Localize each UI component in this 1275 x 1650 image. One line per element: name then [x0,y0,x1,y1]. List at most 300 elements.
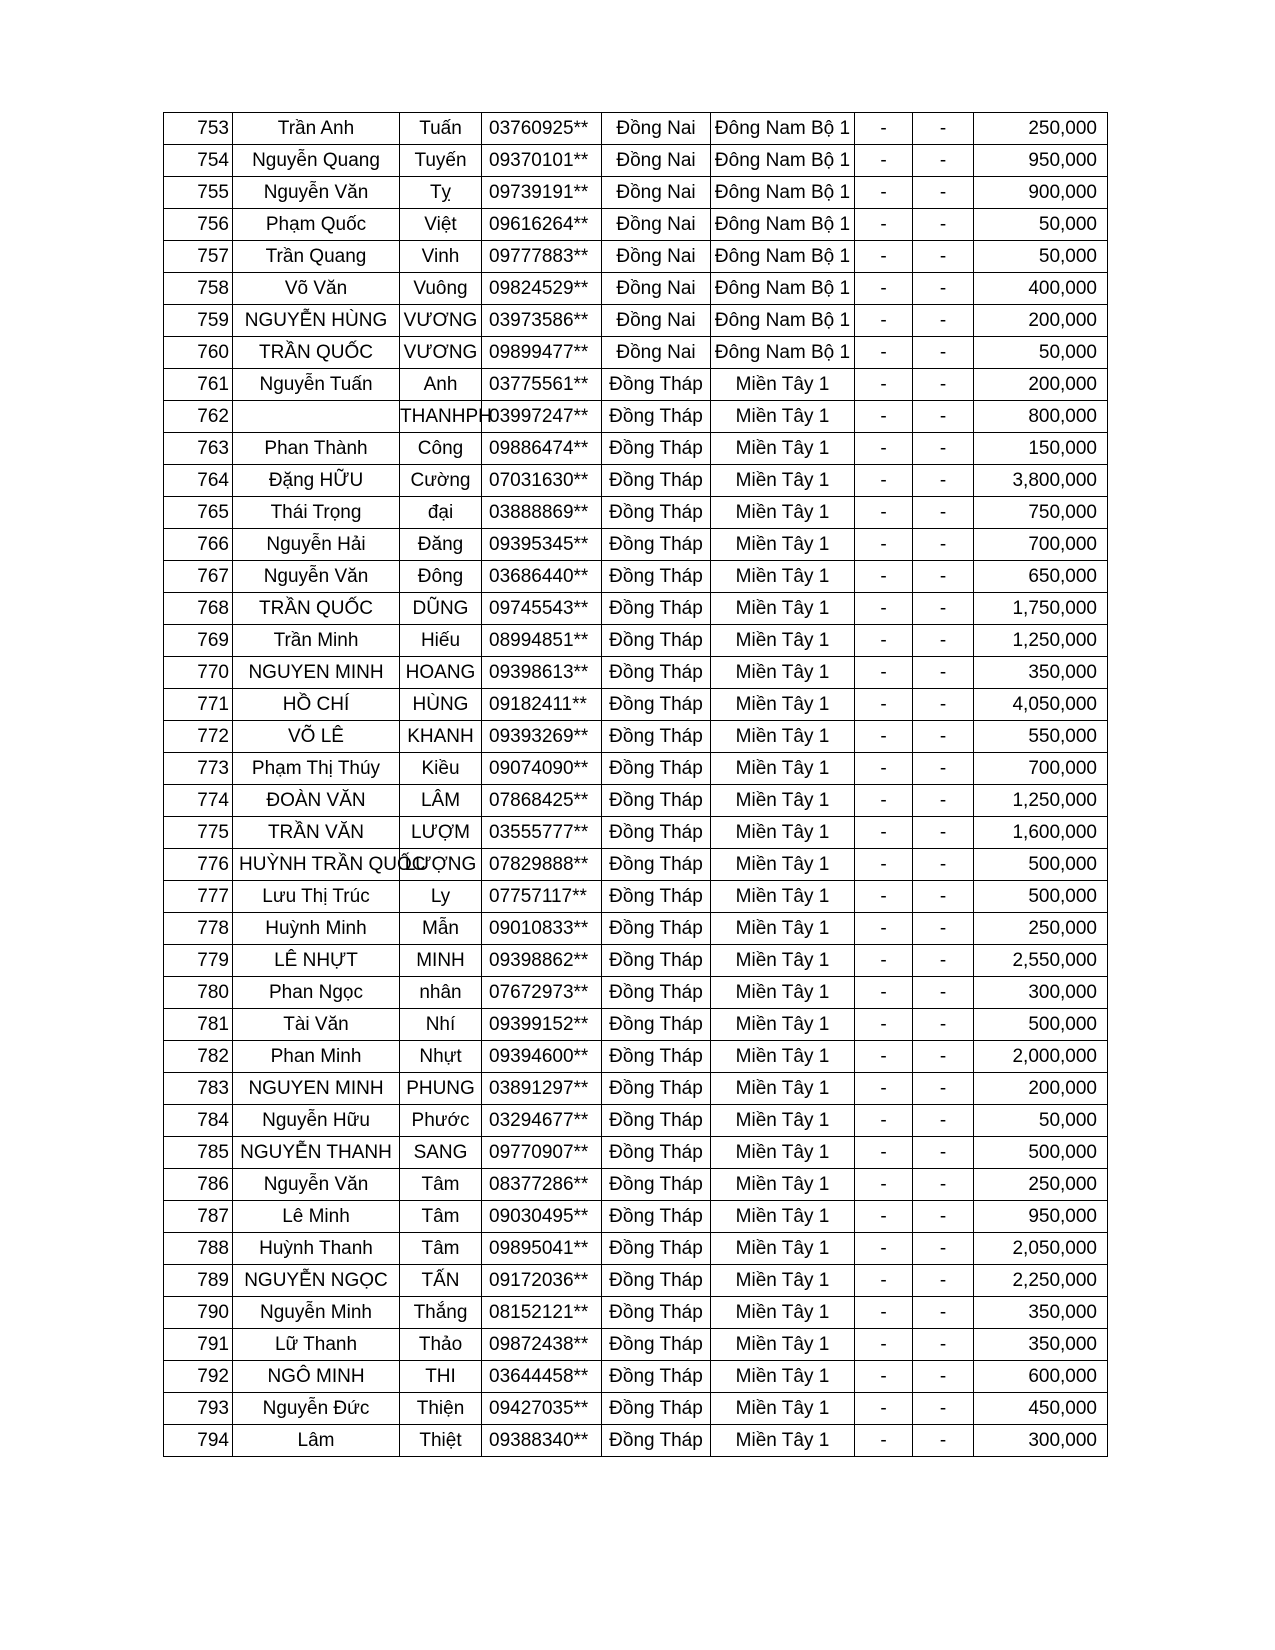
last-middle-name-cell: Trần Anh [233,113,400,145]
amount-cell: 1,600,000 [974,817,1108,849]
phone-number-cell: 08994851** [482,625,602,657]
first-name-cell: THI [400,1361,482,1393]
province-cell: Đồng Tháp [602,433,711,465]
row-number-cell: 781 [164,1009,233,1041]
dash-column-2-cell: - [913,881,974,913]
dash-column-1-cell: - [855,369,913,401]
phone-number-cell: 03555777** [482,817,602,849]
province-cell: Đồng Tháp [602,977,711,1009]
last-middle-name-cell: NGUYỄN HÙNG [233,305,400,337]
dash-column-1-cell: - [855,337,913,369]
phone-number-cell: 09824529** [482,273,602,305]
first-name-cell: SANG [400,1137,482,1169]
province-cell: Đồng Nai [602,113,711,145]
row-number-cell: 785 [164,1137,233,1169]
row-number-cell: 772 [164,721,233,753]
dash-column-2-cell: - [913,209,974,241]
table-row [164,1073,1108,1105]
phone-number-cell: 08152121** [482,1297,602,1329]
region-cell: Miền Tây 1 [711,497,855,529]
region-cell: Miền Tây 1 [711,401,855,433]
dash-column-1-cell: - [855,721,913,753]
last-middle-name-cell: Nguyễn Hải [233,529,400,561]
province-cell: Đồng Tháp [602,1009,711,1041]
row-number-cell: 786 [164,1169,233,1201]
row-number-cell: 775 [164,817,233,849]
last-middle-name-cell: Lưu Thị Trúc [233,881,400,913]
first-name-cell: LƯỢM [400,817,482,849]
last-middle-name-cell: Phan Thành [233,433,400,465]
last-middle-name-cell: ĐOÀN VĂN [233,785,400,817]
province-cell: Đồng Tháp [602,785,711,817]
table-row [164,593,1108,625]
first-name-cell: THANHPH [400,401,482,433]
phone-number-cell: 09616264** [482,209,602,241]
row-number-cell: 791 [164,1329,233,1361]
table-row [164,1329,1108,1361]
last-middle-name-cell [233,401,400,433]
dash-column-1-cell: - [855,945,913,977]
amount-cell: 200,000 [974,305,1108,337]
amount-cell: 2,000,000 [974,1041,1108,1073]
first-name-cell: Thiện [400,1393,482,1425]
region-cell: Miền Tây 1 [711,913,855,945]
last-middle-name-cell: HUỲNH TRẦN QUỐC [233,849,400,881]
table-row [164,817,1108,849]
region-cell: Miền Tây 1 [711,1393,855,1425]
dash-column-1-cell: - [855,593,913,625]
phone-number-cell: 09886474** [482,433,602,465]
amount-cell: 500,000 [974,849,1108,881]
dash-column-2-cell: - [913,817,974,849]
dash-column-2-cell: - [913,1137,974,1169]
row-number-cell: 763 [164,433,233,465]
dash-column-2-cell: - [913,529,974,561]
phone-number-cell: 09427035** [482,1393,602,1425]
row-number-cell: 761 [164,369,233,401]
table-row [164,273,1108,305]
table-row [164,1393,1108,1425]
dash-column-1-cell: - [855,1265,913,1297]
dash-column-1-cell: - [855,817,913,849]
last-middle-name-cell: NGUYỄN THANH [233,1137,400,1169]
region-cell: Miền Tây 1 [711,369,855,401]
table-row [164,401,1108,433]
province-cell: Đồng Tháp [602,1169,711,1201]
amount-cell: 200,000 [974,369,1108,401]
dash-column-1-cell: - [855,1073,913,1105]
phone-number-cell: 09010833** [482,913,602,945]
province-cell: Đồng Tháp [602,913,711,945]
first-name-cell: Thiệt [400,1425,482,1457]
first-name-cell: VƯƠNG [400,305,482,337]
province-cell: Đồng Tháp [602,529,711,561]
phone-number-cell: 03775561** [482,369,602,401]
phone-number-cell: 09395345** [482,529,602,561]
amount-cell: 350,000 [974,1297,1108,1329]
row-number-cell: 753 [164,113,233,145]
dash-column-1-cell: - [855,401,913,433]
dash-column-1-cell: - [855,977,913,1009]
row-number-cell: 762 [164,401,233,433]
dash-column-1-cell: - [855,657,913,689]
dash-column-1-cell: - [855,1041,913,1073]
table-row [164,1041,1108,1073]
amount-cell: 950,000 [974,1201,1108,1233]
table-row [164,177,1108,209]
row-number-cell: 756 [164,209,233,241]
phone-number-cell: 07031630** [482,465,602,497]
last-middle-name-cell: Lữ Thanh [233,1329,400,1361]
last-middle-name-cell: TRẦN VĂN [233,817,400,849]
region-cell: Miền Tây 1 [711,1073,855,1105]
first-name-cell: VƯƠNG [400,337,482,369]
first-name-cell: Anh [400,369,482,401]
dash-column-2-cell: - [913,1169,974,1201]
last-middle-name-cell: NGÔ MINH [233,1361,400,1393]
first-name-cell: Cường [400,465,482,497]
last-middle-name-cell: Trần Minh [233,625,400,657]
last-middle-name-cell: Nguyễn Văn [233,177,400,209]
phone-number-cell: 09172036** [482,1265,602,1297]
phone-number-cell: 09770907** [482,1137,602,1169]
amount-cell: 700,000 [974,753,1108,785]
dash-column-1-cell: - [855,1297,913,1329]
row-number-cell: 784 [164,1105,233,1137]
table-row [164,881,1108,913]
region-cell: Miền Tây 1 [711,1425,855,1457]
first-name-cell: LƯỢNG [400,849,482,881]
first-name-cell: Kiều [400,753,482,785]
table-row [164,1105,1108,1137]
first-name-cell: Việt [400,209,482,241]
last-middle-name-cell: Nguyễn Văn [233,1169,400,1201]
phone-number-cell: 08377286** [482,1169,602,1201]
region-cell: Miền Tây 1 [711,881,855,913]
table-row [164,977,1108,1009]
dash-column-1-cell: - [855,1393,913,1425]
province-cell: Đồng Tháp [602,593,711,625]
first-name-cell: Tuyến [400,145,482,177]
dash-column-1-cell: - [855,689,913,721]
dash-column-1-cell: - [855,465,913,497]
phone-number-cell: 09030495** [482,1201,602,1233]
amount-cell: 350,000 [974,657,1108,689]
amount-cell: 50,000 [974,1105,1108,1137]
table-row [164,849,1108,881]
amount-cell: 300,000 [974,977,1108,1009]
amount-cell: 500,000 [974,881,1108,913]
amount-cell: 1,250,000 [974,625,1108,657]
province-cell: Đồng Tháp [602,465,711,497]
dash-column-2-cell: - [913,721,974,753]
dash-column-2-cell: - [913,849,974,881]
first-name-cell: Đăng [400,529,482,561]
dash-column-2-cell: - [913,785,974,817]
region-cell: Miền Tây 1 [711,1361,855,1393]
phone-number-cell: 09388340** [482,1425,602,1457]
dash-column-1-cell: - [855,785,913,817]
last-middle-name-cell: Tài Văn [233,1009,400,1041]
last-middle-name-cell: Nguyễn Văn [233,561,400,593]
region-cell: Miền Tây 1 [711,1169,855,1201]
phone-number-cell: 03888869** [482,497,602,529]
province-cell: Đồng Tháp [602,1201,711,1233]
amount-cell: 750,000 [974,497,1108,529]
first-name-cell: HÙNG [400,689,482,721]
phone-number-cell: 09899477** [482,337,602,369]
amount-cell: 50,000 [974,241,1108,273]
province-cell: Đồng Tháp [602,1329,711,1361]
first-name-cell: TẤN [400,1265,482,1297]
province-cell: Đồng Tháp [602,369,711,401]
dash-column-1-cell: - [855,625,913,657]
region-cell: Đông Nam Bộ 1 [711,337,855,369]
table-row [164,209,1108,241]
province-cell: Đồng Tháp [602,945,711,977]
region-cell: Miền Tây 1 [711,689,855,721]
row-number-cell: 778 [164,913,233,945]
amount-cell: 800,000 [974,401,1108,433]
row-number-cell: 787 [164,1201,233,1233]
region-cell: Miền Tây 1 [711,1233,855,1265]
row-number-cell: 794 [164,1425,233,1457]
last-middle-name-cell: TRẦN QUỐC [233,337,400,369]
dash-column-2-cell: - [913,273,974,305]
amount-cell: 250,000 [974,113,1108,145]
table-row [164,1137,1108,1169]
dash-column-2-cell: - [913,561,974,593]
row-number-cell: 793 [164,1393,233,1425]
dash-column-2-cell: - [913,337,974,369]
dash-column-2-cell: - [913,945,974,977]
province-cell: Đồng Tháp [602,1425,711,1457]
row-number-cell: 776 [164,849,233,881]
amount-cell: 3,800,000 [974,465,1108,497]
table-row [164,1233,1108,1265]
province-cell: Đồng Tháp [602,881,711,913]
amount-cell: 1,250,000 [974,785,1108,817]
dash-column-2-cell: - [913,625,974,657]
dash-column-1-cell: - [855,753,913,785]
region-cell: Miền Tây 1 [711,433,855,465]
province-cell: Đồng Tháp [602,1073,711,1105]
last-middle-name-cell: Huỳnh Thanh [233,1233,400,1265]
province-cell: Đồng Nai [602,337,711,369]
row-number-cell: 765 [164,497,233,529]
table-row [164,337,1108,369]
table-row [164,753,1108,785]
table-row [164,721,1108,753]
last-middle-name-cell: Nguyễn Tuấn [233,369,400,401]
region-cell: Đông Nam Bộ 1 [711,273,855,305]
dash-column-1-cell: - [855,177,913,209]
table-row [164,1201,1108,1233]
province-cell: Đồng Tháp [602,1297,711,1329]
dash-column-1-cell: - [855,273,913,305]
row-number-cell: 779 [164,945,233,977]
first-name-cell: Vuông [400,273,482,305]
table-row [164,465,1108,497]
last-middle-name-cell: Đặng HỮU [233,465,400,497]
table-row [164,145,1108,177]
region-cell: Miền Tây 1 [711,529,855,561]
province-cell: Đồng Nai [602,241,711,273]
first-name-cell: Ly [400,881,482,913]
amount-cell: 150,000 [974,433,1108,465]
amount-cell: 250,000 [974,1169,1108,1201]
first-name-cell: Tỵ [400,177,482,209]
dash-column-2-cell: - [913,497,974,529]
dash-column-2-cell: - [913,1329,974,1361]
table-row [164,1297,1108,1329]
last-middle-name-cell: Phạm Thị Thúy [233,753,400,785]
region-cell: Đông Nam Bộ 1 [711,145,855,177]
last-middle-name-cell: VÕ LÊ [233,721,400,753]
table-row [164,433,1108,465]
dash-column-1-cell: - [855,1361,913,1393]
phone-number-cell: 03686440** [482,561,602,593]
last-middle-name-cell: Phan Ngọc [233,977,400,1009]
dash-column-2-cell: - [913,1105,974,1137]
region-cell: Miền Tây 1 [711,1201,855,1233]
last-middle-name-cell: Phạm Quốc [233,209,400,241]
province-cell: Đồng Tháp [602,753,711,785]
table-row [164,1009,1108,1041]
dash-column-1-cell: - [855,1009,913,1041]
region-cell: Miền Tây 1 [711,1265,855,1297]
dash-column-2-cell: - [913,689,974,721]
last-middle-name-cell: TRẦN QUỐC [233,593,400,625]
region-cell: Miền Tây 1 [711,849,855,881]
phone-number-cell: 03997247** [482,401,602,433]
row-number-cell: 764 [164,465,233,497]
amount-cell: 400,000 [974,273,1108,305]
amount-cell: 2,050,000 [974,1233,1108,1265]
region-cell: Miền Tây 1 [711,817,855,849]
row-number-cell: 766 [164,529,233,561]
region-cell: Miền Tây 1 [711,593,855,625]
dash-column-2-cell: - [913,753,974,785]
region-cell: Miền Tây 1 [711,785,855,817]
region-cell: Miền Tây 1 [711,977,855,1009]
dash-column-1-cell: - [855,1201,913,1233]
last-middle-name-cell: NGUYEN MINH [233,1073,400,1105]
dash-column-1-cell: - [855,1329,913,1361]
table-row [164,945,1108,977]
phone-number-cell: 09399152** [482,1009,602,1041]
dash-column-2-cell: - [913,241,974,273]
region-cell: Đông Nam Bộ 1 [711,305,855,337]
region-cell: Miền Tây 1 [711,945,855,977]
amount-cell: 2,250,000 [974,1265,1108,1297]
amount-cell: 4,050,000 [974,689,1108,721]
row-number-cell: 768 [164,593,233,625]
dash-column-1-cell: - [855,145,913,177]
first-name-cell: HOANG [400,657,482,689]
first-name-cell: nhân [400,977,482,1009]
last-middle-name-cell: Phan Minh [233,1041,400,1073]
phone-number-cell: 09393269** [482,721,602,753]
province-cell: Đồng Nai [602,273,711,305]
phone-number-cell: 09398862** [482,945,602,977]
last-middle-name-cell: Thái Trọng [233,497,400,529]
table-row [164,913,1108,945]
province-cell: Đồng Tháp [602,1265,711,1297]
first-name-cell: đại [400,497,482,529]
last-middle-name-cell: LÊ NHỰT [233,945,400,977]
amount-cell: 900,000 [974,177,1108,209]
table-row [164,1169,1108,1201]
dash-column-2-cell: - [913,1233,974,1265]
amount-cell: 450,000 [974,1393,1108,1425]
province-cell: Đồng Tháp [602,1105,711,1137]
dash-column-1-cell: - [855,497,913,529]
first-name-cell: PHUNG [400,1073,482,1105]
phone-number-cell: 09182411** [482,689,602,721]
last-middle-name-cell: Nguyễn Quang [233,145,400,177]
table-row [164,241,1108,273]
last-middle-name-cell: Lê Minh [233,1201,400,1233]
province-cell: Đồng Tháp [602,1361,711,1393]
row-number-cell: 758 [164,273,233,305]
first-name-cell: KHANH [400,721,482,753]
phone-number-cell: 09872438** [482,1329,602,1361]
dash-column-1-cell: - [855,305,913,337]
province-cell: Đồng Tháp [602,817,711,849]
table-row [164,785,1108,817]
phone-number-cell: 09398613** [482,657,602,689]
dash-column-2-cell: - [913,465,974,497]
dash-column-1-cell: - [855,1169,913,1201]
phone-number-cell: 07757117** [482,881,602,913]
last-middle-name-cell: NGUYEN MINH [233,657,400,689]
dash-column-2-cell: - [913,977,974,1009]
phone-number-cell: 03294677** [482,1105,602,1137]
amount-cell: 500,000 [974,1009,1108,1041]
row-number-cell: 759 [164,305,233,337]
phone-number-cell: 03760925** [482,113,602,145]
dash-column-2-cell: - [913,113,974,145]
dash-column-2-cell: - [913,913,974,945]
last-middle-name-cell: NGUYỄN NGỌC [233,1265,400,1297]
dash-column-1-cell: - [855,881,913,913]
row-number-cell: 777 [164,881,233,913]
row-number-cell: 792 [164,1361,233,1393]
province-cell: Đồng Nai [602,209,711,241]
province-cell: Đồng Nai [602,305,711,337]
dash-column-1-cell: - [855,241,913,273]
dash-column-2-cell: - [913,177,974,209]
table-row [164,1265,1108,1297]
first-name-cell: Nhựt [400,1041,482,1073]
province-cell: Đồng Tháp [602,497,711,529]
phone-number-cell: 09895041** [482,1233,602,1265]
dash-column-2-cell: - [913,305,974,337]
province-cell: Đồng Tháp [602,1137,711,1169]
province-cell: Đồng Tháp [602,401,711,433]
last-middle-name-cell: Võ Văn [233,273,400,305]
dash-column-2-cell: - [913,1425,974,1457]
province-cell: Đồng Tháp [602,625,711,657]
dash-column-2-cell: - [913,1041,974,1073]
dash-column-2-cell: - [913,1361,974,1393]
province-cell: Đồng Tháp [602,1233,711,1265]
province-cell: Đồng Tháp [602,561,711,593]
dash-column-1-cell: - [855,849,913,881]
dash-column-1-cell: - [855,913,913,945]
region-cell: Đông Nam Bộ 1 [711,113,855,145]
